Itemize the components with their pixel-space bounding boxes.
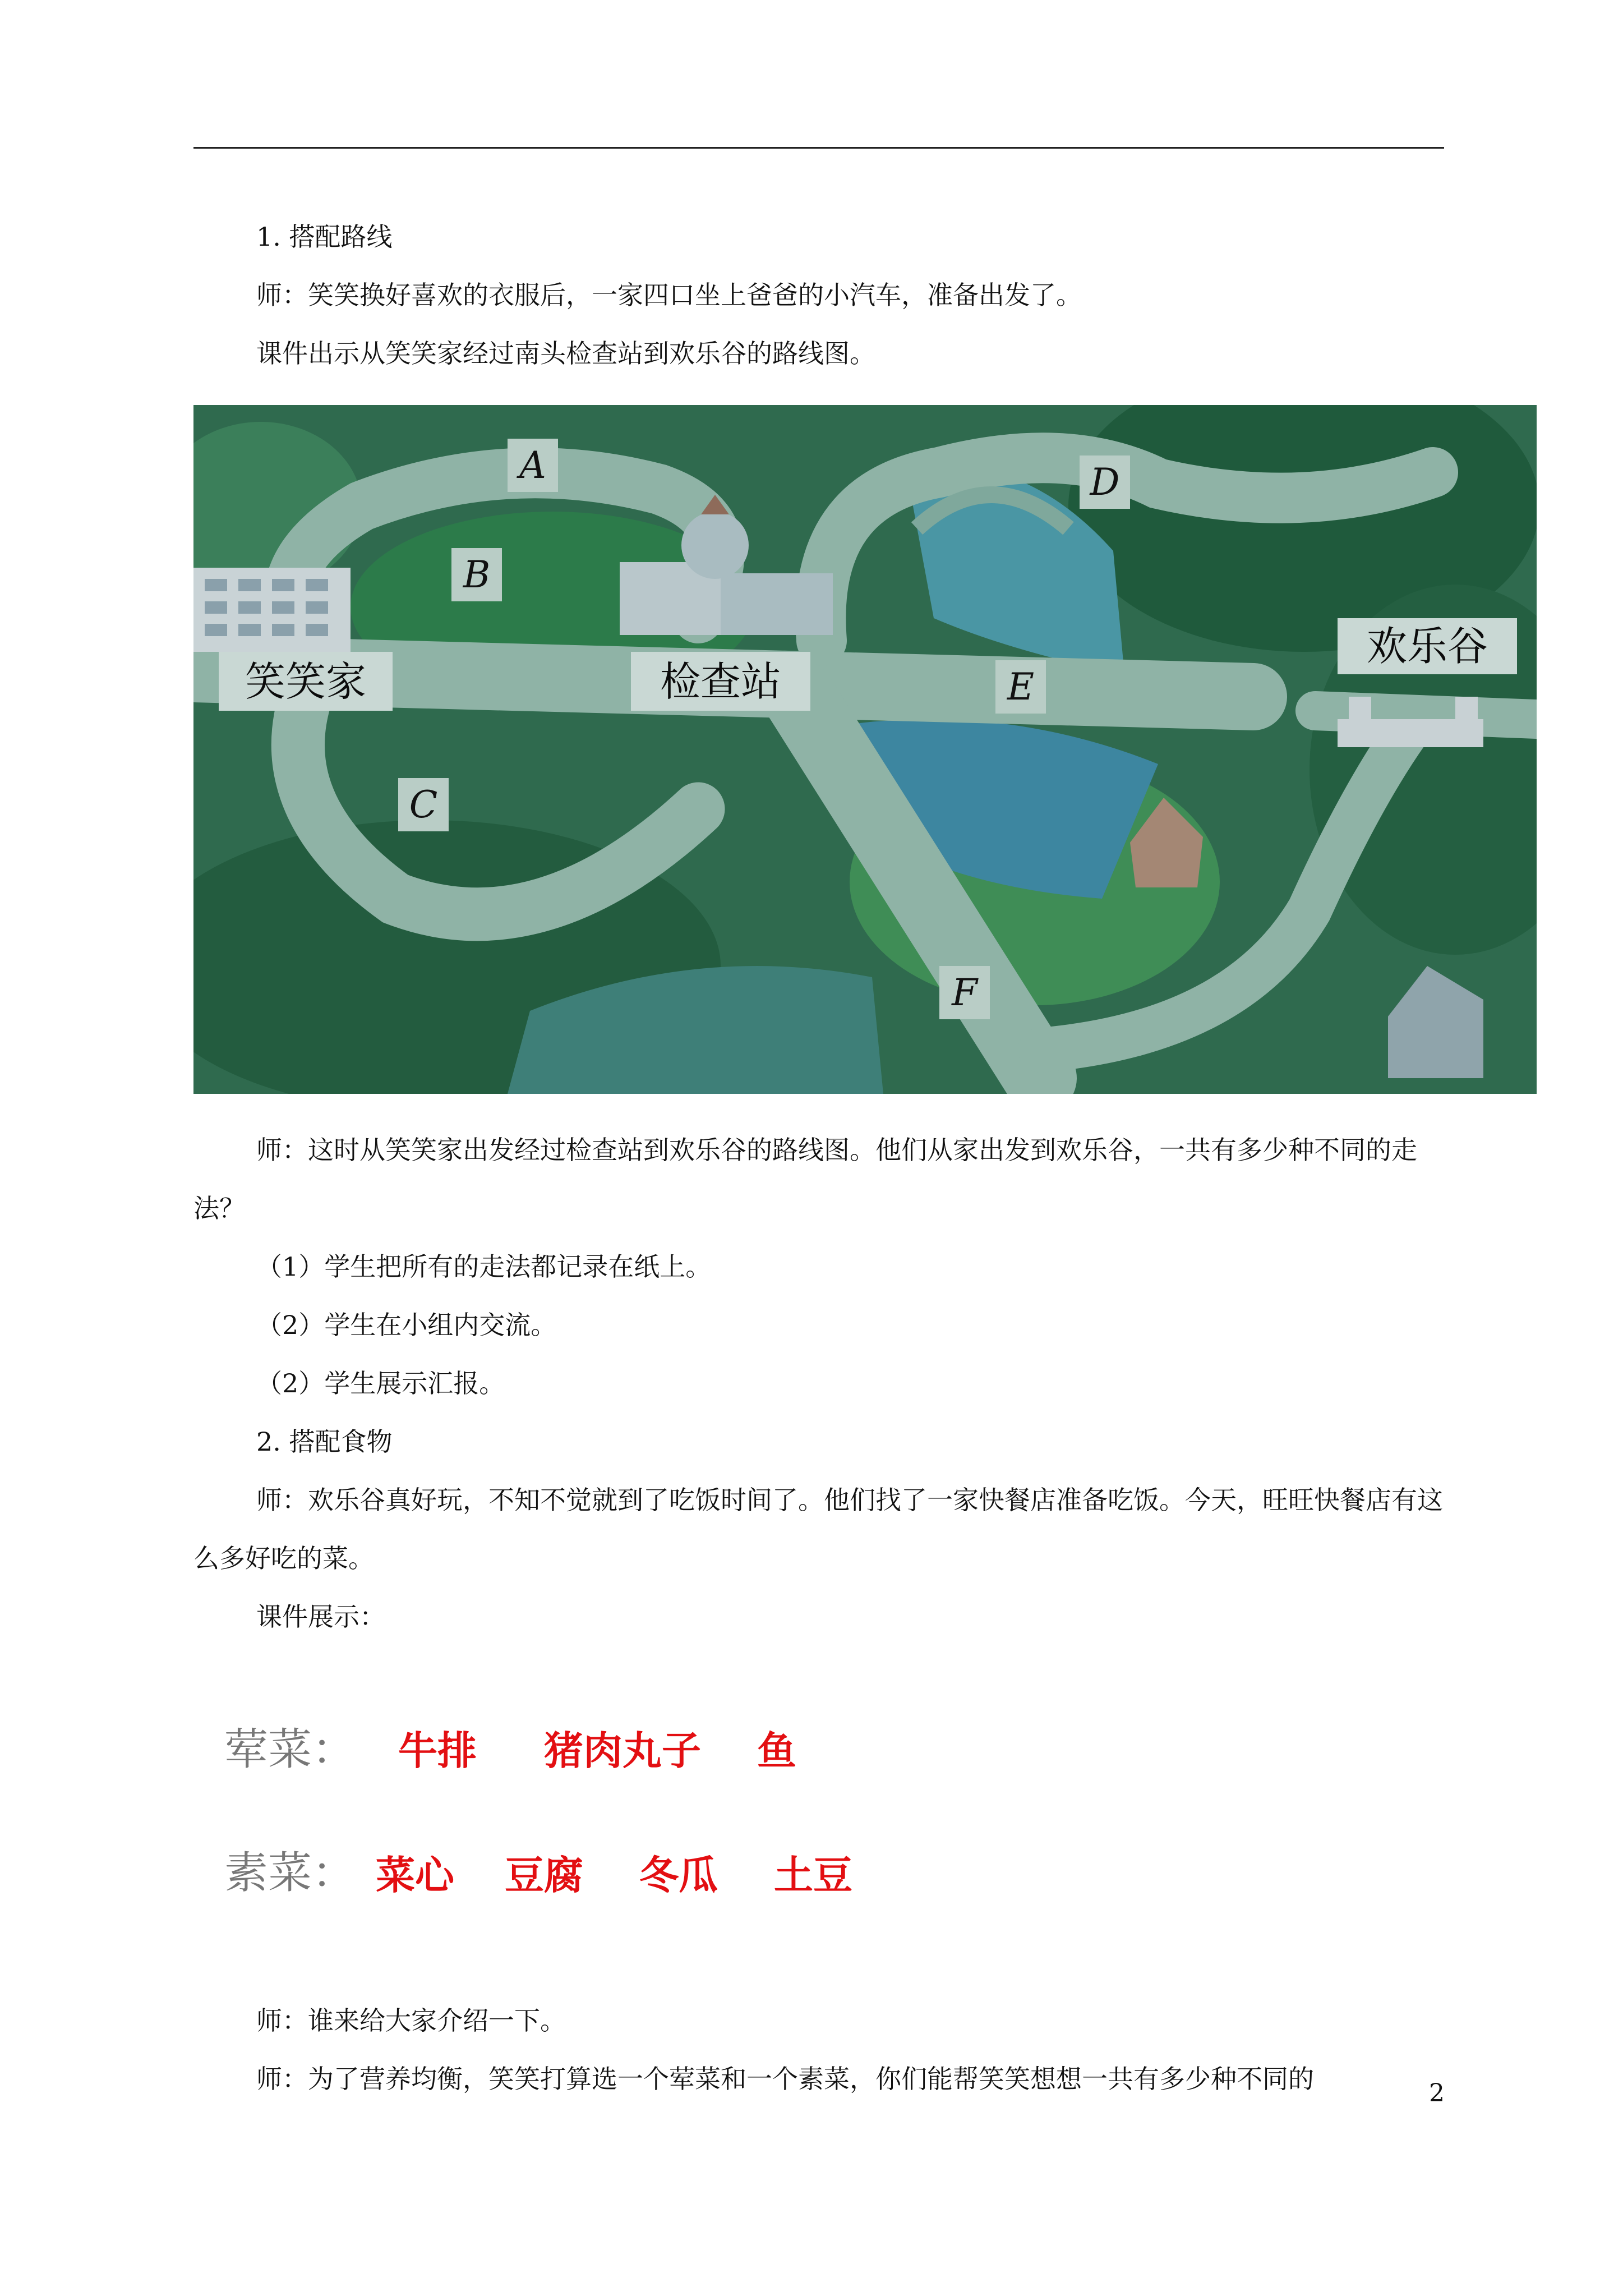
- svg-text:A: A: [519, 444, 546, 487]
- veg-dish-3: 冬瓜: [639, 1852, 718, 1898]
- route-label-d: [1080, 455, 1130, 509]
- route-label-b: [451, 548, 502, 601]
- section2-heading: 2. 搭配食物: [256, 1427, 393, 1457]
- svg-text:D: D: [1090, 461, 1120, 504]
- header-rule: [193, 147, 1444, 149]
- route-map-image: [193, 405, 1537, 1094]
- svg-text:欢乐谷: 欢乐谷: [1366, 623, 1488, 670]
- svg-text:检查站: 检查站: [660, 658, 782, 705]
- veg-dish-4: 土豆: [774, 1852, 852, 1898]
- question-paragraph: 师：这时从笑笑家出发经过检查站到欢乐谷的路线图。他们从家出发到欢乐谷，一共有多少种不同的走法？: [193, 1135, 1417, 1223]
- page-number: 2: [1429, 2079, 1445, 2108]
- question-step-1: （1）学生把所有的走法都记录在纸上。: [256, 1251, 712, 1282]
- meat-dish-2: 猪肉丸子: [544, 1728, 701, 1774]
- home-building-icon: [193, 568, 351, 652]
- svg-text:笑笑家: 笑笑家: [245, 658, 367, 705]
- svg-text:F: F: [952, 971, 978, 1014]
- svg-text:C: C: [409, 783, 438, 826]
- question-step-3: （2）学生展示汇报。: [256, 1368, 505, 1398]
- meat-label: 荤菜：: [224, 1724, 356, 1775]
- route-label-a: [508, 439, 558, 492]
- svg-text:E: E: [1007, 665, 1035, 708]
- closing-paragraph-2: 师：为了营养均衡，笑笑打算选一个荤菜和一个素菜，你们能帮笑笑想想一共有多少种不同的: [256, 2064, 1314, 2094]
- section2-paragraph-2: 课件展示：: [256, 1602, 385, 1632]
- map-label-checkpoint: [631, 652, 810, 711]
- section2-paragraph-1: 师：欢乐谷真好玩，不知不觉就到了吃饭时间了。他们找了一家快餐店准备吃饭。今天，旺旺快餐店有这么多好吃的菜。: [193, 1485, 1443, 1573]
- map-label-home: [219, 652, 393, 711]
- menu-image: [213, 1686, 942, 1921]
- map-label-park: [1338, 618, 1517, 674]
- svg-text:B: B: [463, 553, 491, 596]
- route-label-c: [398, 778, 449, 831]
- section1-paragraph-2: 课件出示从笑笑家经过南头检查站到欢乐谷的路线图。: [256, 338, 875, 369]
- meat-dish-3: 鱼: [757, 1728, 796, 1774]
- veg-dish-2: 豆腐: [505, 1852, 583, 1898]
- section1-heading: 1. 搭配路线: [256, 222, 393, 252]
- section1-paragraph-1: 师：笑笑换好喜欢的衣服后，一家四口坐上爸爸的小汽车，准备出发了。: [256, 280, 1082, 310]
- meat-dish-1: 牛排: [398, 1728, 477, 1774]
- route-label-f: [939, 966, 990, 1019]
- veg-dish-1: 菜心: [376, 1852, 454, 1898]
- route-label-e: [995, 660, 1046, 714]
- question-step-2: （2）学生在小组内交流。: [256, 1310, 557, 1340]
- veg-label: 素菜：: [224, 1848, 356, 1898]
- closing-paragraph-1: 师：谁来给大家介绍一下。: [256, 2005, 566, 2036]
